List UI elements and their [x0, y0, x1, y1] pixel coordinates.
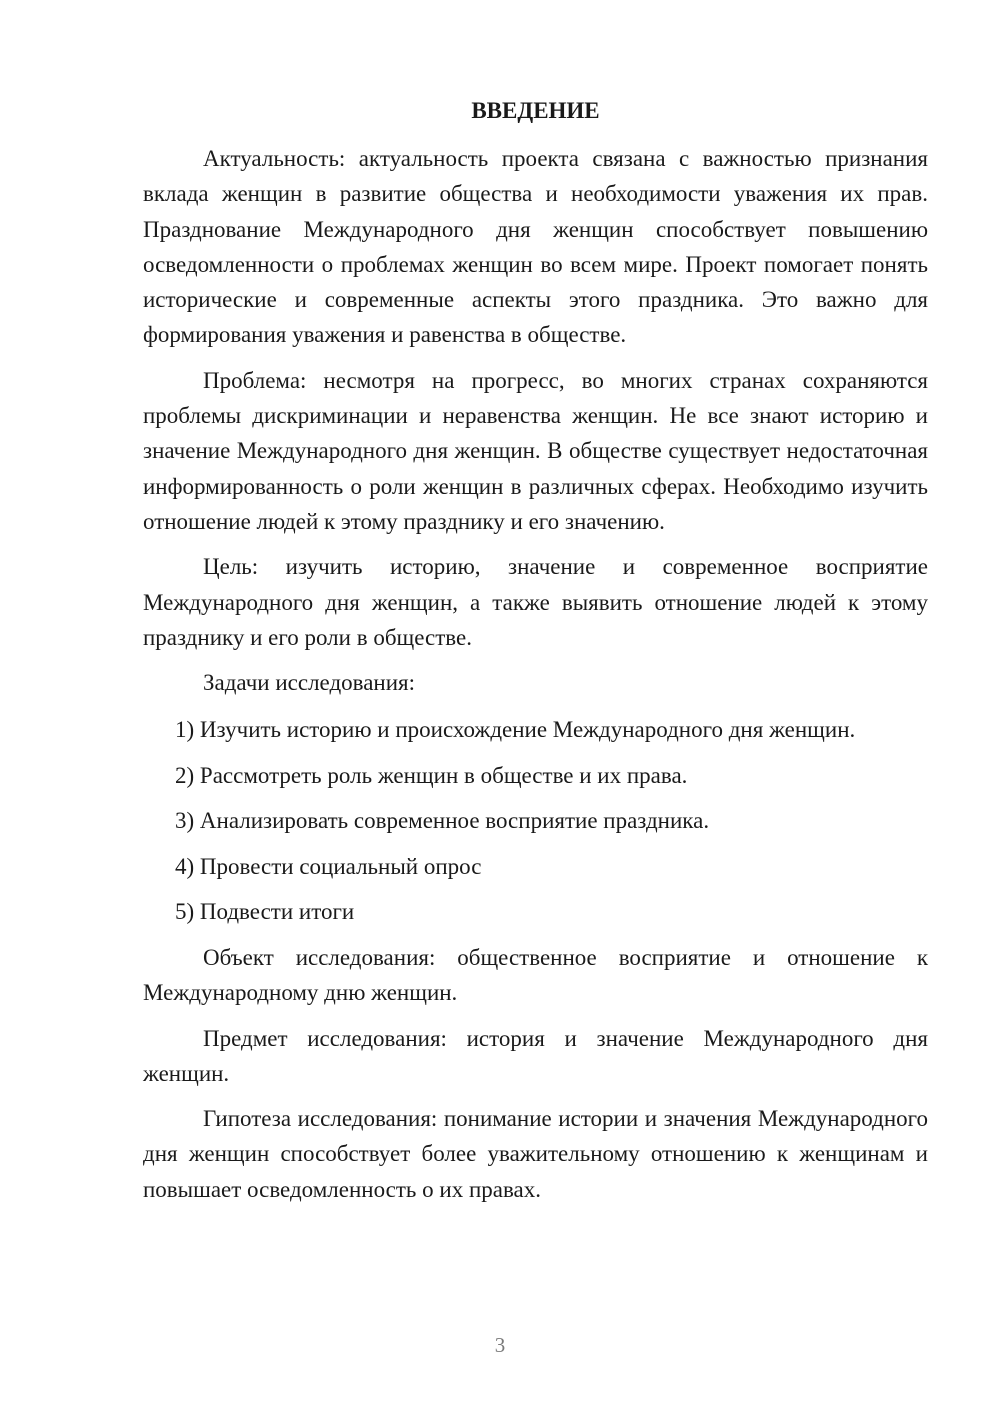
paragraph-relevance: Актуальность: актуальность проекта связана с важностью признания вклада женщин в развитие общества и необходимости уважения их прав. Празднование Международного дня женщин способствует повышению осведомленности о проблемах женщин во всем мире. Проект помогает понять исторические и современные аспекты этого праздника. Это важно для формирования уважения и равенства в обществе. [143, 146, 928, 348]
paragraph-goal: Цель: изучить историю, значение и современное восприятие Международного дня женщин, а также выявить отношение людей к этому празднику и его роли в обществе. [143, 554, 928, 650]
page-title: ВВЕДЕНИЕ [471, 98, 600, 123]
tasks-heading: Задачи исследования: [203, 670, 416, 696]
paragraph-subject: Предмет исследования: история и значение Международного дня женщин. [143, 1025, 928, 1086]
paragraph-hypothesis: Гипотеза исследования: понимание истории и значения Международного дня женщин способствует более уважительному отношению к женщинам и повышает осведомленность о их правах. [143, 1106, 928, 1202]
paragraph-problem: Проблема: несмотря на прогресс, во многих странах сохраняются проблемы дискриминации и неравенства женщин. Не все знают историю и значение Международного дня женщин. В обществе существует недостаточная информированность о роли женщин в различных сферах. Необходимо изучить отношение людей к этому празднику и его значению. [143, 367, 928, 534]
paragraph-object: Объект исследования: общественное восприятие и отношение к Международному дню женщин. [143, 944, 928, 1006]
list-item: 1) Изучить историю и происхождение Международного дня женщин. [175, 717, 856, 743]
document-page [143, 93, 928, 1217]
list-item: 5) Подвести итоги [175, 899, 355, 925]
list-item: 4) Провести социальный опрос [175, 853, 482, 879]
page-number: 3 [494, 1333, 506, 1357]
list-item: 2) Рассмотреть роль женщин в обществе и их права. [175, 762, 688, 788]
list-item: 3) Анализировать современное восприятие праздника. [175, 808, 710, 834]
tasks-list [143, 712, 928, 929]
